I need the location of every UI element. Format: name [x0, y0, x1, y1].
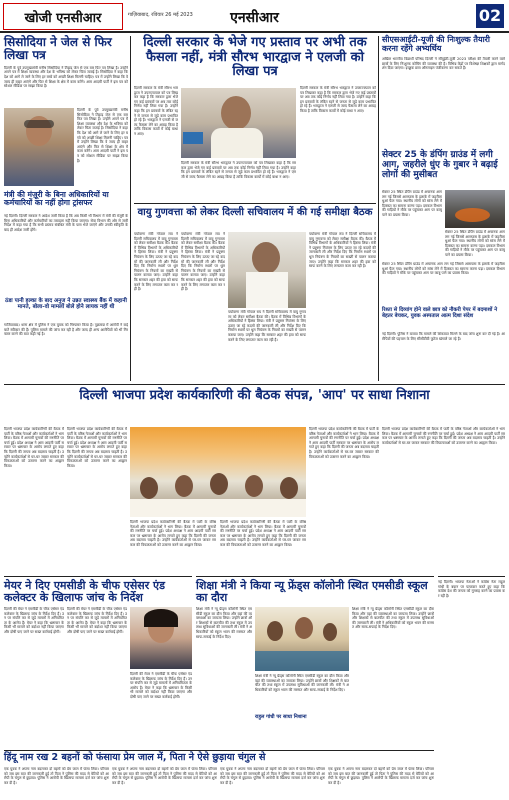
body: गाजियाबाद। थाना क्षेत्र में पुलिस ने एक युवक को गिरफ्तार किया है। पूछताछ में आरोपी ने कई बातें स्वीकार की हैं। पुलिस मामले की जांच कर रही है और जल्द ही अन्य आरोपियों को भी गिरफ्तार करने की बात कही गई है।	[4, 323, 128, 337]
body-continued: दिल्ली के पूर्व उपमुख्यमंत्री मनीष सिसोदिया ने तिहाड़ जेल से एक बार फिर पत्र लिखा है। उन्होंने अपने पत्र में शिक्षा व्यवस्था और देश के भविष्य को लेकर चिंता जताई है। सिसोदिया ने कहा कि देश को आगे ले जाने के लिए हर बच्चे को अच्छी शिक्षा मिलनी चाहिए। पत्र में उन्होंने लिखा कि वे जल्द ही बाहर आएंगे और फिर से शिक्षा के क्षेत्र में काम करेंगे। आम आदमी पार्टी ने इस पत्र को सोशल मीडिया पर साझा किया है।	[77, 108, 128, 163]
headline: दिल्ली सरकार के भेजे गए प्रस्ताव पर अभी तक फैसला नहीं, मंत्री सौरभ भारद्वाज ने एलजी को लिखा पत्र	[143, 35, 367, 80]
body: दिल्ली के पूर्व उपमुख्यमंत्री मनीष सिसोदिया ने तिहाड़ जेल से एक बार फिर पत्र लिखा है। उन्होंने अपने पत्र में शिक्षा व्यवस्था और देश के भविष्य को लेकर चिंता जताई है। सिसोदिया ने कहा कि देश को आगे ले जाने के लिए हर बच्चे को अच्छी शिक्षा मिलनी चाहिए। पत्र में उन्होंने लिखा कि वे जल्द ही बाहर आएंगे और फिर से शिक्षा के क्षेत्र में काम करेंगे। आम आदमी पार्टी ने इस पत्र को सोशल मीडिया पर साझा किया है।	[4, 65, 128, 89]
column-rule	[378, 36, 379, 381]
body: सेक्टर 25 स्थित डंपिंग ग्राउंड में अचानक आग लग गई जिससे आसपास के इलाके में जहरीला धुआं फैल गया। स्थानीय लोगों को सांस लेने में दिक्कत का सामना करना पड़ा। दमकल विभाग की गाड़ियों ने मौके पर पहुंचकर आग पर काबू पाने का प्रयास किया।	[382, 190, 442, 217]
headline: राहुल गांधी पर साधा निशाना	[255, 714, 307, 720]
body: दिल्ली सरकार के मंत्री सौरभ भारद्वाज ने उपराज्यपाल को पत्र लिखकर कहा है कि सरकार द्वारा भेजे गए कई प्रस्तावों पर अब तक कोई निर्णय नहीं लिया गया है। उन्होंने कहा कि इन प्रस्तावों के लंबित रहने से जनता से जुड़े काम प्रभावित हो रहे हैं। भारद्वाज ने एलजी से जल्द फैसला लेने का आग्रह किया है ताकि विकास कार्यों में कोई बाधा न आए।	[134, 86, 178, 136]
photo-fire	[445, 190, 505, 228]
headline: सीएसआईटी-यूजी की निःशुल्क तैयारी करना रहेंगे अभ्यर्थिय	[382, 35, 490, 53]
body-continued: शिक्षा मंत्री ने न्यू फ्रेंड्स कॉलोनी स्थित एमसीडी स्कूल का दौरा किया और वहां की व्यवस्थाओं का जायजा लिया। उन्होंने छात्रों और शिक्षकों से बातचीत की तथा स्कूल में उपलब्ध सुविधाओं की जानकारी ली। मंत्री ने अधिकारियों को स्कूल भवन की मरम्मत और साफ-सफाई के निर्देश दिए।	[352, 607, 434, 630]
body-continued: एक युवक ने अपना नाम बदलकर दो बहनों को प्रेम जाल में फंसा लिया। परिवार को जब इस बात की जानकारी हुई तो पिता ने पुलिस की मदद से बेटियों को आरोपी के चंगुल से छुड़ाया। पुलिस ने आरोपी के खिलाफ मामला दर्ज कर जांच शुरू कर दी है।	[112, 767, 217, 785]
body: पर्यावरण मंत्री गोपाल राय ने दिल्ली सचिवालय में वायु गुणवत्ता को लेकर समीक्षा बैठक की। बैठक में विभिन्न विभागों के अधिकारियों ने हिस्सा लिया। मंत्री ने प्रदूषण नियंत्रण के लिए उठाए जा रहे कदमों की जानकारी ली और निर्देश दिए कि निर्माण स्थलों पर धूल नियंत्रण के नियमों का सख्ती से पालन कराया जाए। उन्होंने कहा कि सरकार शहर की हवा को साफ करने के लिए लगातार काम कर रही है।	[134, 232, 178, 292]
body-continued: पर्यावरण मंत्री गोपाल राय ने दिल्ली सचिवालय में वायु गुणवत्ता को लेकर समीक्षा बैठक की। बैठक में विभिन्न विभागों के अधिकारियों ने हिस्सा लिया। मंत्री ने प्रदूषण नियंत्रण के लिए उठाए जा रहे कदमों की जानकारी ली और निर्देश दिए कि निर्माण स्थलों पर धूल नियंत्रण के नियमों का सख्ती से पालन कराया जाए। उन्होंने कहा कि सरकार शहर की हवा को साफ करने के लिए लगातार काम कर रही है।	[309, 232, 376, 269]
masthead	[0, 0, 509, 33]
story-sisodia	[4, 36, 128, 381]
body: शिक्षा मंत्री ने न्यू फ्रेंड्स कॉलोनी स्थित एमसीडी स्कूल का दौरा किया और वहां की व्यवस्थाओं का जायजा लिया। उन्होंने छात्रों और शिक्षकों से बातचीत की तथा स्कूल में उपलब्ध सुविधाओं की जानकारी ली। मंत्री ने अधिकारियों को स्कूल भवन की मरम्मत और साफ-सफाई के निर्देश दिए।	[196, 607, 252, 639]
body-continued: शिक्षा मंत्री ने न्यू फ्रेंड्स कॉलोनी स्थित एमसीडी स्कूल का दौरा किया और वहां की व्यवस्थाओं का जायजा लिया। उन्होंने छात्रों और शिक्षकों से बातचीत की तथा स्कूल में उपलब्ध सुविधाओं की जानकारी ली। मंत्री ने अधिकारियों को स्कूल भवन की मरम्मत और साफ-सफाई के निर्देश दिए।	[255, 674, 349, 692]
headline: मेयर ने दिए एमसीडी के चीफ एसेसर एंड कलेक्टर के खिलाफ जांच के निर्देश	[4, 579, 166, 605]
body-continued: दिल्ली की मेयर ने एमसीडी के चीफ एसेसर एंड कलेक्टर के खिलाफ जांच के निर्देश दिए हैं। उन पर संपत्ति कर से जुड़े मामलों में अनियमितता के आरोप हैं। मेयर ने कहा कि भ्रष्टाचार के किसी भी मामले को बर्दाश्त नहीं किया जाएगा और दोषी पाए जाने पर सख्त कार्रवाई होगी।	[130, 672, 192, 699]
body-continued: दिल्ली सरकार के मंत्री सौरभ भारद्वाज ने उपराज्यपाल को पत्र लिखकर कहा है कि सरकार द्वारा भेजे गए कई प्रस्तावों पर अब तक कोई निर्णय नहीं लिया गया है। उन्होंने कहा कि इन प्रस्तावों के लंबित रहने से जनता से जुड़े काम प्रभावित हो रहे हैं। भारद्वाज ने एलजी से जल्द फैसला लेने का आग्रह किया है ताकि विकास कार्यों में कोई बाधा न आए।	[300, 86, 376, 113]
headline: दिल्ली भाजपा प्रदेश कार्यकारिणी की बैठक संपन्न, 'आप' पर साधा निशाना	[79, 388, 430, 403]
body-continued: दिल्ली सरकार के मंत्री सौरभ भारद्वाज ने उपराज्यपाल को पत्र लिखकर कहा है कि सरकार द्वारा भेजे गए कई प्रस्तावों पर अब तक कोई निर्णय नहीं लिया गया है। उन्होंने कहा कि इन प्रस्तावों के लंबित रहने से जनता से जुड़े काम प्रभावित हो रहे हैं। भारद्वाज ने एलजी से जल्द फैसला लेने का आग्रह किया है ताकि विकास कार्यों में कोई बाधा न आए।	[181, 161, 296, 179]
logo-text: खोजी एनसीआर	[24, 10, 102, 26]
body: नई दिल्ली। पुलिस ने बताया कि मामले की शिकायत मिलने के बाद जांच शुरू कर दी गई है। आरोपियों की पहचान के लिए सीसीटीवी फुटेज खंगाले जा रहे हैं।	[382, 332, 505, 341]
story-school-visit	[196, 576, 434, 748]
headline: वायु गुणवत्ता को लेकर दिल्ली सचिवालय में की गई समीक्षा बैठक	[137, 207, 373, 218]
body: नई दिल्ली। भाजपा नेताओं ने कांग्रेस नेता राहुल गांधी के बयान पर पलटवार करते हुए कहा कि कांग्रेस देश की जनता को गुमराह करने का प्रयास कर रही है।	[438, 580, 505, 598]
body-continued: दिल्ली भाजपा प्रदेश कार्यकारिणी की बैठक में पार्टी के वरिष्ठ नेताओं और कार्यकर्ताओं ने भाग लिया। बैठक में आगामी चुनावों की रणनीति पर चर्चा हुई। प्रदेश अध्यक्ष ने आम आदमी पार्टी सरकार पर भ्रष्टाचार के आरोप लगाते हुए कहा कि दिल्ली की जनता अब बदलाव चाहती है। उन्होंने कार्यकर्ताओं से घर-घर जाकर सरकार की विफलताओं को उजागर करने का आह्वान किया।	[382, 427, 505, 445]
column-rule	[130, 36, 131, 381]
body-continued: सेक्टर 25 स्थित डंपिंग ग्राउंड में अचानक आग लग गई जिससे आसपास के इलाके में जहरीला धुआं फैल गया। स्थानीय लोगों को सांस लेने में दिक्कत का सामना करना पड़ा। दमकल विभाग की गाड़ियों ने मौके पर पहुंचकर आग पर काबू पाने का प्रयास किया।	[445, 230, 505, 257]
body-continued: दिल्ली भाजपा प्रदेश कार्यकारिणी की बैठक में पार्टी के वरिष्ठ नेताओं और कार्यकर्ताओं ने भाग लिया। बैठक में आगामी चुनावों की रणनीति पर चर्चा हुई। प्रदेश अध्यक्ष ने आम आदमी पार्टी सरकार पर भ्रष्टाचार के आरोप लगाते हुए कहा कि दिल्ली की जनता अब बदलाव चाहती है। उन्होंने कार्यकर्ताओं से घर-घर जाकर सरकार की विफलताओं को उजागर करने का आह्वान किया।	[220, 520, 306, 547]
photo-bjp-stage	[130, 427, 306, 517]
story-cuet	[382, 36, 505, 146]
body: अखिल भारतीय विद्यार्थी परिषद दिल्ली ने सीयूईटी-यूजी 2023 परीक्षा की तैयारी करने वाले छात्रों के लिए निःशुल्क कोचिंग की व्यवस्था की है। विभिन्न केंद्रों पर विशेषज्ञ शिक्षकों द्वारा मार्गदर्शन दिया जाएगा। इच्छुक छात्र ऑनलाइन पंजीकरण कर सकते हैं।	[382, 56, 505, 71]
story-mayor	[4, 576, 192, 748]
story-air-quality	[134, 203, 376, 381]
photo-mayor	[130, 607, 192, 669]
body-continued: पर्यावरण मंत्री गोपाल राय ने दिल्ली सचिवालय में वायु गुणवत्ता को लेकर समीक्षा बैठक की। बैठक में विभिन्न विभागों के अधिकारियों ने हिस्सा लिया। मंत्री ने प्रदूषण नियंत्रण के लिए उठाए जा रहे कदमों की जानकारी ली और निर्देश दिए कि निर्माण स्थलों पर धूल नियंत्रण के नियमों का सख्ती से पालन कराया जाए। उन्होंने कहा कि सरकार शहर की हवा को साफ करने के लिए लगातार काम कर रही है।	[228, 310, 306, 342]
headline: हिंदू नाम रख 2 बहनों को फंसाया प्रेम जाल में, पिता ने ऐसे छुड़ाया चंगुल से	[4, 752, 266, 763]
body-continued: दिल्ली भाजपा प्रदेश कार्यकारिणी की बैठक में पार्टी के वरिष्ठ नेताओं और कार्यकर्ताओं ने भाग लिया। बैठक में आगामी चुनावों की रणनीति पर चर्चा हुई। प्रदेश अध्यक्ष ने आम आदमी पार्टी सरकार पर भ्रष्टाचार के आरोप लगाते हुए कहा कि दिल्ली की जनता अब बदलाव चाहती है। उन्होंने कार्यकर्ताओं से घर-घर जाकर सरकार की विफलताओं को उजागर करने का आह्वान किया।	[67, 427, 127, 468]
body-continued: सेक्टर 25 स्थित डंपिंग ग्राउंड में अचानक आग लग गई जिससे आसपास के इलाके में जहरीला धुआं फैल गया। स्थानीय लोगों को सांस लेने में दिक्कत का सामना करना पड़ा। दमकल विभाग की गाड़ियों ने मौके पर पहुंचकर आग पर काबू पाने का प्रयास किया।	[382, 262, 505, 276]
headline: रिश्ता से दिव्यांग होने वाले छात्र को नौकरी पेपर में बदमाशों ने बेहतर बेचकर, युवक अस्पताल आत्म दिशा संदेश	[382, 307, 498, 319]
body: दिल्ली भाजपा प्रदेश कार्यकारिणी की बैठक में पार्टी के वरिष्ठ नेताओं और कार्यकर्ताओं ने भाग लिया। बैठक में आगामी चुनावों की रणनीति पर चर्चा हुई। प्रदेश अध्यक्ष ने आम आदमी पार्टी सरकार पर भ्रष्टाचार के आरोप लगाते हुए कहा कि दिल्ली की जनता अब बदलाव चाहती है। उन्होंने कार्यकर्ताओं से घर-घर जाकर सरकार की विफलताओं को उजागर करने का आह्वान किया।	[4, 427, 64, 468]
body-continued: एक युवक ने अपना नाम बदलकर दो बहनों को प्रेम जाल में फंसा लिया। परिवार को जब इस बात की जानकारी हुई तो पिता ने पुलिस की मदद से बेटियों को आरोपी के चंगुल से छुड़ाया। पुलिस ने आरोपी के खिलाफ मामला दर्ज कर जांच शुरू कर दी है।	[220, 767, 325, 785]
body-continued: दिल्ली भाजपा प्रदेश कार्यकारिणी की बैठक में पार्टी के वरिष्ठ नेताओं और कार्यकर्ताओं ने भाग लिया। बैठक में आगामी चुनावों की रणनीति पर चर्चा हुई। प्रदेश अध्यक्ष ने आम आदमी पार्टी सरकार पर भ्रष्टाचार के आरोप लगाते हुए कहा कि दिल्ली की जनता अब बदलाव चाहती है। उन्होंने कार्यकर्ताओं से घर-घर जाकर सरकार की विफलताओं को उजागर करने का आह्वान किया।	[309, 427, 379, 459]
photo-school-visit	[255, 607, 349, 671]
body-continued: एक युवक ने अपना नाम बदलकर दो बहनों को प्रेम जाल में फंसा लिया। परिवार को जब इस बात की जानकारी हुई तो पिता ने पुलिस की मदद से बेटियों को आरोपी के चंगुल से छुड़ाया। पुलिस ने आरोपी के खिलाफ मामला दर्ज कर जांच शुरू कर दी है।	[328, 767, 434, 785]
headline: सेक्टर 25 के डंपिंग ग्राउंड में लगी आग, जहरीले धुंए के गुबार ने बढ़ाई लोगों की मुसीबत	[382, 150, 498, 181]
body: एक युवक ने अपना नाम बदलकर दो बहनों को प्रेम जाल में फंसा लिया। परिवार को जब इस बात की जानकारी हुई तो पिता ने पुलिस की मदद से बेटियों को आरोपी के चंगुल से छुड़ाया। पुलिस ने आरोपी के खिलाफ मामला दर्ज कर जांच शुरू कर दी है।	[4, 767, 109, 785]
date-line: गाज़ियाबाद, रविवार 26 मई 2023	[128, 12, 193, 18]
story-dumping-fire	[382, 150, 505, 381]
story-bharadwaj	[134, 36, 376, 201]
body-continued: दिल्ली की मेयर ने एमसीडी के चीफ एसेसर एंड कलेक्टर के खिलाफ जांच के निर्देश दिए हैं। उन पर संपत्ति कर से जुड़े मामलों में अनियमितता के आरोप हैं। मेयर ने कहा कि भ्रष्टाचार के किसी भी मामले को बर्दाश्त नहीं किया जाएगा और दोषी पाए जाने पर सख्त कार्रवाई होगी।	[67, 607, 127, 634]
headline: मंत्री की मंज़ूरी के बिना अधिकारियों या कर्मचारियों का नहीं होगा ट्रांसफर	[4, 190, 109, 208]
photo-bharadwaj	[181, 88, 296, 158]
photo-meeting	[228, 232, 306, 308]
story-bjp	[4, 384, 505, 574]
headline: सिसोदिया ने जेल से फिर लिखा पत्र	[4, 35, 112, 63]
page-number: 02	[476, 4, 504, 28]
section-title: एनसीआर	[230, 10, 279, 26]
headline: ठंडा पानी हल्का के बाद अनुज ने उन्नत स्वास्थ्य बैंक में कहानी मानते, बोला-वो मामलों बोले होने लायक नहीं थी	[5, 298, 127, 311]
body-continued: दिल्ली भाजपा प्रदेश कार्यकारिणी की बैठक में पार्टी के वरिष्ठ नेताओं और कार्यकर्ताओं ने भाग लिया। बैठक में आगामी चुनावों की रणनीति पर चर्चा हुई। प्रदेश अध्यक्ष ने आम आदमी पार्टी सरकार पर भ्रष्टाचार के आरोप लगाते हुए कहा कि दिल्ली की जनता अब बदलाव चाहती है। उन्होंने कार्यकर्ताओं से घर-घर जाकर सरकार की विफलताओं को उजागर करने का आह्वान किया।	[130, 520, 216, 547]
body: नई दिल्ली। दिल्ली सरकार ने आदेश जारी किया है कि अब किसी भी विभाग में मंत्री की मंजूरी के बिना अधिकारियों और कर्मचारियों का तबादला नहीं किया जाएगा। सेवा विभाग की ओर से जारी निर्देश में कहा गया है कि सभी प्रस्ताव संबंधित मंत्री के पास भेजे जाएंगे और उनकी स्वीकृति के बाद ही आदेश जारी होंगे।	[4, 214, 128, 232]
body-continued: पर्यावरण मंत्री गोपाल राय ने दिल्ली सचिवालय में वायु गुणवत्ता को लेकर समीक्षा बैठक की। बैठक में विभिन्न विभागों के अधिकारियों ने हिस्सा लिया। मंत्री ने प्रदूषण नियंत्रण के लिए उठाए जा रहे कदमों की जानकारी ली और निर्देश दिए कि निर्माण स्थलों पर धूल नियंत्रण के नियमों का सख्ती से पालन कराया जाए। उन्होंने कहा कि सरकार शहर की हवा को साफ करने के लिए लगातार काम कर रही है।	[181, 232, 225, 292]
story-right-bottom	[438, 576, 505, 796]
body: दिल्ली की मेयर ने एमसीडी के चीफ एसेसर एंड कलेक्टर के खिलाफ जांच के निर्देश दिए हैं। उन पर संपत्ति कर से जुड़े मामलों में अनियमितता के आरोप हैं। मेयर ने कहा कि भ्रष्टाचार के किसी भी मामले को बर्दाश्त नहीं किया जाएगा और दोषी पाए जाने पर सख्त कार्रवाई होगी।	[4, 607, 64, 634]
headline: शिक्षा मंत्री ने किया न्यू फ्रेंड्स कॉलोनी स्थित एमसीडी स्कूल का दौरा	[196, 579, 428, 605]
story-love-trap	[4, 750, 434, 798]
photo-sisodia	[4, 108, 74, 186]
